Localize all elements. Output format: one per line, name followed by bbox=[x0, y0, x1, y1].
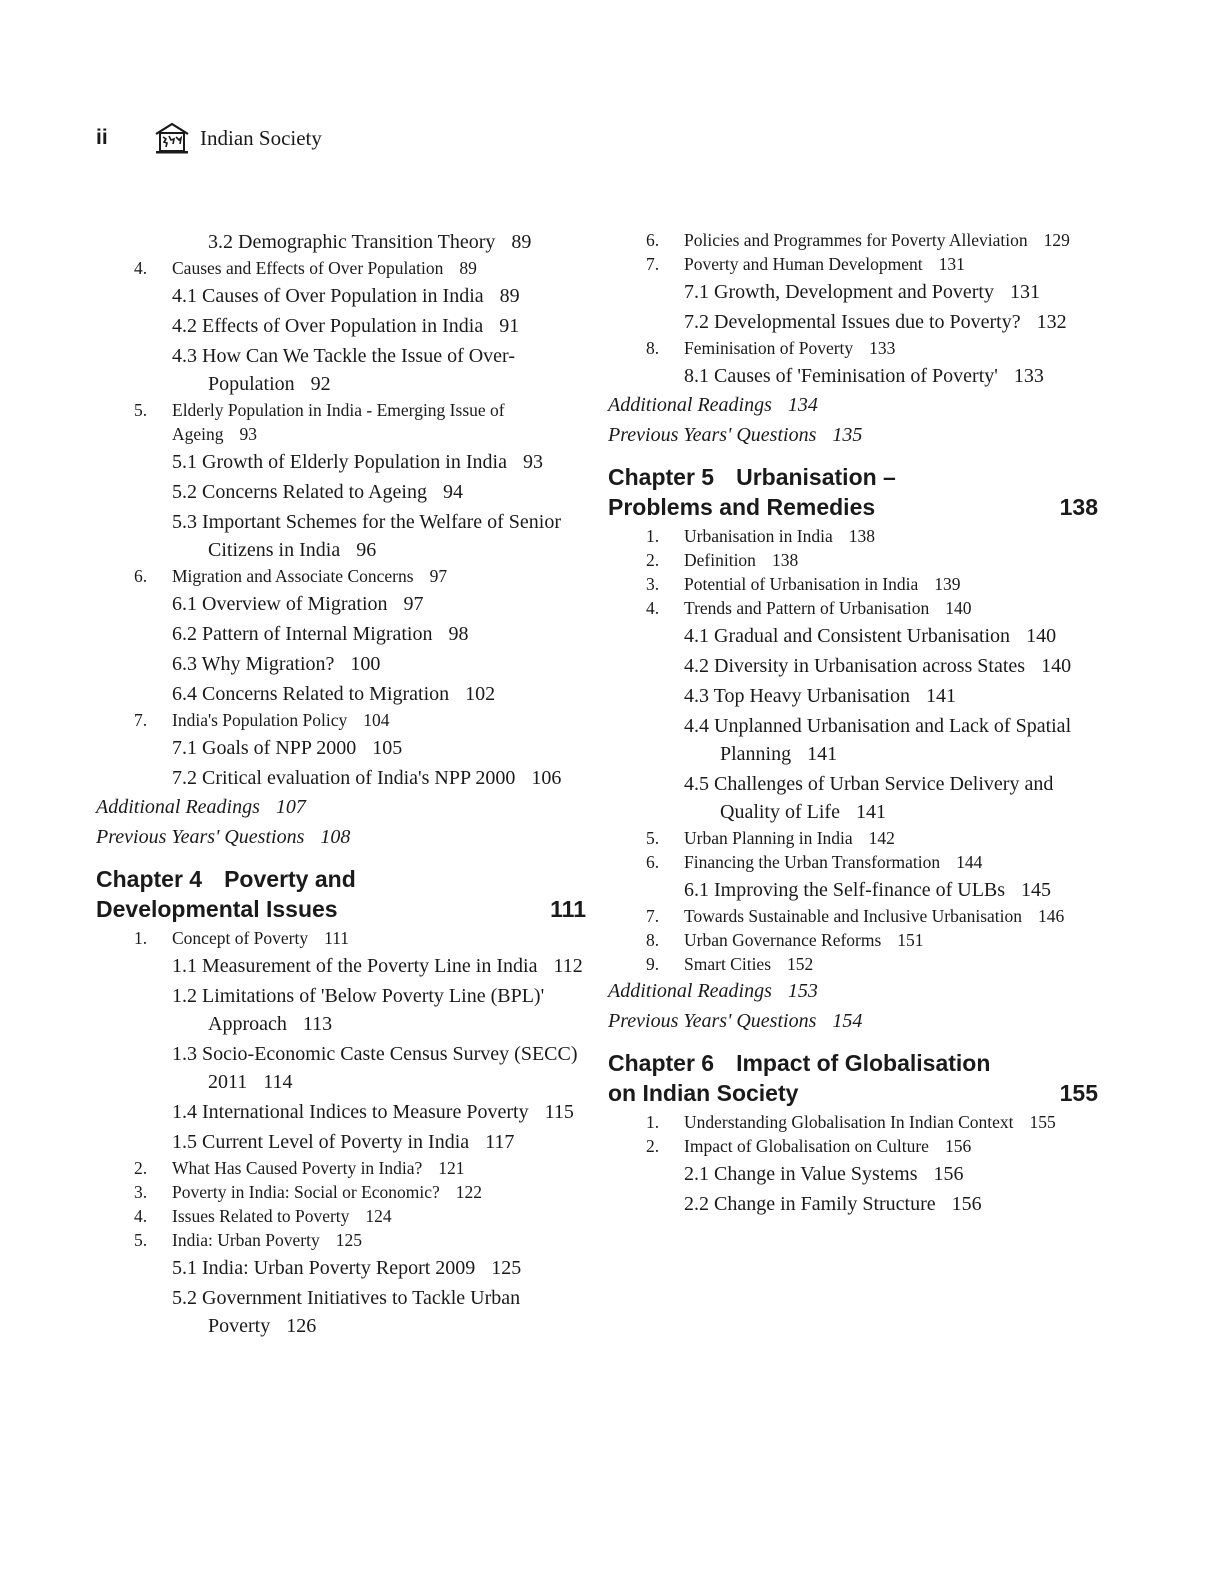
toc-page-ref: 122 bbox=[455, 1182, 483, 1202]
toc-subentry[interactable]: 6.4 Concerns Related to Migration 102 bbox=[172, 683, 496, 705]
toc-entry[interactable]: 9. Smart Cities 152 bbox=[646, 954, 814, 974]
toc-page-ref: 121 bbox=[438, 1158, 465, 1178]
toc-entry[interactable]: 5. India: Urban Poverty 125 bbox=[134, 1230, 362, 1250]
toc-page-ref: 93 bbox=[239, 424, 258, 444]
chapter-title: Impact of Globalisation on Indian Society bbox=[608, 1050, 991, 1106]
additional-readings-link[interactable]: Additional Readings 107 bbox=[96, 796, 306, 818]
toc-subentry[interactable]: 4.3 Top Heavy Urbanisation 141 bbox=[684, 685, 956, 707]
toc-page-ref: 89 bbox=[499, 285, 520, 307]
toc-page-ref: 112 bbox=[553, 955, 583, 977]
toc-page-ref: 145 bbox=[1021, 879, 1052, 901]
toc-page-ref: 156 bbox=[933, 1163, 964, 1185]
toc-page-ref: 139 bbox=[934, 574, 961, 594]
previous-years-questions-link[interactable]: Previous Years' Questions 108 bbox=[96, 826, 351, 848]
toc-subentry[interactable]: 7.2 Critical evaluation of India's NPP 2000 106 bbox=[172, 767, 562, 789]
chapter-heading[interactable] bbox=[608, 462, 1098, 522]
toc-entry[interactable]: 3. Potential of Urbanisation in India 139 bbox=[646, 574, 961, 594]
toc-entry[interactable]: 2. Impact of Globalisation on Culture 156 bbox=[646, 1136, 972, 1156]
toc-page-ref: 152 bbox=[787, 954, 814, 974]
toc-page-ref: 155 bbox=[1029, 1112, 1056, 1132]
toc-page-ref: 154 bbox=[832, 1010, 863, 1032]
toc-subentry[interactable]: 1.3 Socio-Economic Caste Census Survey (SECC) 2011 114 bbox=[172, 1043, 578, 1093]
toc-page-ref: 133 bbox=[1013, 365, 1044, 387]
toc-entry[interactable]: 7. Towards Sustainable and Inclusive Urbanisation 146 bbox=[646, 906, 1065, 926]
toc-entry[interactable]: 4. Causes and Effects of Over Population 89 bbox=[134, 258, 477, 278]
toc-entry[interactable]: 3. Poverty in India: Social or Economic? 122 bbox=[134, 1182, 483, 1202]
toc-page-ref: 98 bbox=[448, 623, 469, 645]
toc-subentry[interactable]: 1.5 Current Level of Poverty in India 117 bbox=[172, 1131, 515, 1153]
chapter-label: Chapter 4 bbox=[96, 866, 203, 892]
toc-page-ref: 126 bbox=[286, 1315, 317, 1337]
toc-subentry[interactable]: 5.2 Concerns Related to Ageing 94 bbox=[172, 481, 463, 503]
toc-subentry[interactable]: 2.2 Change in Family Structure 156 bbox=[684, 1193, 982, 1215]
toc-page-ref: 125 bbox=[491, 1257, 522, 1279]
toc-page-ref: 117 bbox=[485, 1131, 515, 1153]
toc-entry[interactable]: 2. What Has Caused Poverty in India? 121 bbox=[134, 1158, 465, 1178]
toc-subentry[interactable]: 5.1 India: Urban Poverty Report 2009 125 bbox=[172, 1257, 522, 1279]
toc-subentry[interactable]: 4.1 Gradual and Consistent Urbanisation 140 bbox=[684, 625, 1057, 647]
toc-entry-fragment[interactable]: 3.2 Demographic Transition Theory 89 bbox=[208, 231, 532, 253]
additional-readings-link[interactable]: Additional Readings 134 bbox=[608, 394, 818, 416]
toc-entry[interactable]: 1. Urbanisation in India 138 bbox=[646, 526, 875, 546]
toc-page-ref: 140 bbox=[945, 598, 972, 618]
toc-subentry[interactable]: 5.1 Growth of Elderly Population in India 93 bbox=[172, 451, 543, 473]
toc-page-ref: 131 bbox=[1009, 281, 1040, 303]
toc-page-ref: 115 bbox=[544, 1101, 574, 1123]
toc-subentry[interactable]: 4.2 Diversity in Urbanisation across States 140 bbox=[684, 655, 1072, 677]
toc-subentry[interactable]: 4.2 Effects of Over Population in India 91 bbox=[172, 315, 520, 337]
toc-column-left bbox=[96, 228, 586, 1340]
toc-subentry[interactable]: 1.2 Limitations of 'Below Poverty Line (BPL)' Approach 113 bbox=[172, 985, 545, 1035]
toc-page-ref: 140 bbox=[1026, 625, 1057, 647]
chapter-page-ref: 155 bbox=[1059, 1080, 1098, 1106]
toc-page-ref: 135 bbox=[832, 424, 863, 446]
toc-entry[interactable]: 8. Urban Governance Reforms 151 bbox=[646, 930, 924, 950]
toc-page-ref: 108 bbox=[320, 826, 351, 848]
toc-page-ref: 97 bbox=[403, 593, 424, 615]
additional-readings-link[interactable]: Additional Readings 153 bbox=[608, 980, 818, 1002]
toc-entry[interactable]: 6. Migration and Associate Concerns 97 bbox=[134, 566, 448, 586]
chapter-page-ref: 138 bbox=[1059, 494, 1098, 520]
toc-subentry[interactable]: 6.3 Why Migration? 100 bbox=[172, 653, 381, 675]
toc-subentry[interactable]: 7.2 Developmental Issues due to Poverty? 132 bbox=[684, 311, 1067, 333]
toc-page-ref: 134 bbox=[787, 394, 818, 416]
toc-page-ref: 146 bbox=[1038, 906, 1065, 926]
toc-subentry[interactable]: 6.1 Overview of Migration 97 bbox=[172, 593, 424, 615]
toc-entry[interactable]: 6. Policies and Programmes for Poverty Alleviation 129 bbox=[646, 230, 1070, 250]
toc-page-ref: 105 bbox=[372, 737, 403, 759]
toc-subentry[interactable]: 4.1 Causes of Over Population in India 89 bbox=[172, 285, 520, 307]
toc-subentry[interactable]: 6.1 Improving the Self-finance of ULBs 145 bbox=[684, 879, 1052, 901]
toc-page-ref: 113 bbox=[302, 1013, 333, 1035]
toc-page-ref: 125 bbox=[335, 1230, 362, 1250]
toc-subentry[interactable]: 4.5 Challenges of Urban Service Delivery and Quality of Life 141 bbox=[684, 773, 1054, 823]
toc-subentry[interactable]: 7.1 Growth, Development and Poverty 131 bbox=[684, 281, 1040, 303]
toc-page-ref: 89 bbox=[459, 258, 477, 278]
toc-entry[interactable]: 7. Poverty and Human Development 131 bbox=[646, 254, 965, 274]
toc-page-ref: 141 bbox=[855, 801, 886, 823]
toc-page-ref: 91 bbox=[499, 315, 520, 337]
toc-page-ref: 100 bbox=[350, 653, 381, 675]
toc-entry[interactable]: 4. Issues Related to Poverty 124 bbox=[134, 1206, 392, 1226]
toc-page-ref: 124 bbox=[365, 1206, 392, 1226]
toc-page-ref: 156 bbox=[944, 1136, 972, 1156]
toc-page-ref: 142 bbox=[868, 828, 895, 848]
toc-page-ref: 129 bbox=[1043, 230, 1070, 250]
toc-entry[interactable]: 1. Concept of Poverty 111 bbox=[134, 928, 350, 948]
chapter-heading[interactable] bbox=[96, 864, 586, 924]
toc-subentry[interactable]: 4.3 How Can We Tackle the Issue of Over-Population 92 bbox=[172, 345, 515, 395]
toc-entry[interactable]: 5. Urban Planning in India 142 bbox=[646, 828, 895, 848]
book-title: Indian Society bbox=[200, 125, 322, 150]
toc-entry[interactable]: 8. Feminisation of Poverty 133 bbox=[646, 338, 896, 358]
chapter-heading[interactable] bbox=[608, 1048, 1098, 1108]
toc-subentry[interactable]: 6.2 Pattern of Internal Migration 98 bbox=[172, 623, 469, 645]
toc-page-ref: 89 bbox=[511, 231, 532, 253]
toc-page-ref: 131 bbox=[938, 254, 965, 274]
toc-entry[interactable]: 2. Definition 138 bbox=[646, 550, 799, 570]
toc-page-ref: 151 bbox=[897, 930, 924, 950]
chapter-label: Chapter 6 bbox=[608, 1050, 715, 1076]
toc-entry[interactable]: 6. Financing the Urban Transformation 144 bbox=[646, 852, 983, 872]
chapter-label: Chapter 5 bbox=[608, 464, 715, 490]
toc-entry[interactable]: 7. India's Population Policy 104 bbox=[134, 710, 390, 730]
toc-page-ref: 114 bbox=[263, 1071, 293, 1093]
toc-page-ref: 138 bbox=[771, 550, 799, 570]
toc-entry[interactable]: 4. Trends and Pattern of Urbanisation 140 bbox=[646, 598, 972, 618]
previous-years-questions-link[interactable]: Previous Years' Questions 135 bbox=[608, 424, 863, 446]
toc-page-ref: 138 bbox=[848, 526, 875, 546]
toc-page-ref: 141 bbox=[925, 685, 956, 707]
toc-subentry[interactable]: 1.4 International Indices to Measure Poverty 115 bbox=[172, 1101, 574, 1123]
toc-subentry[interactable]: 5.2 Government Initiatives to Tackle Urban Poverty 126 bbox=[172, 1287, 521, 1337]
toc-page-ref: 107 bbox=[275, 796, 306, 818]
toc-page-ref: 102 bbox=[465, 683, 496, 705]
toc-entry[interactable]: 5. Elderly Population in India - Emerging Issue of Ageing 93 bbox=[134, 400, 505, 444]
toc-page-ref: 144 bbox=[956, 852, 983, 872]
toc-page-ref: 133 bbox=[869, 338, 896, 358]
toc-page-ref: 111 bbox=[324, 928, 350, 948]
house-logo-icon bbox=[154, 121, 190, 155]
toc-subentry[interactable]: 8.1 Causes of 'Feminisation of Poverty' 133 bbox=[684, 365, 1044, 387]
chapter-title: Poverty and Developmental Issues bbox=[96, 866, 356, 922]
toc-page-ref: 104 bbox=[363, 710, 390, 730]
previous-years-questions-link[interactable]: Previous Years' Questions 154 bbox=[608, 1010, 863, 1032]
toc-page-ref: 93 bbox=[522, 451, 543, 473]
page-number: ii bbox=[96, 126, 108, 149]
page-header bbox=[96, 118, 322, 158]
toc-subentry[interactable]: 4.4 Unplanned Urbanisation and Lack of Spatial Planning 141 bbox=[684, 715, 1072, 765]
toc-column-right bbox=[608, 228, 1098, 1218]
toc-page-ref: 92 bbox=[310, 373, 331, 395]
toc-page-ref: 97 bbox=[429, 566, 448, 586]
toc-subentry[interactable]: 2.1 Change in Value Systems 156 bbox=[684, 1163, 964, 1185]
toc-subentry[interactable]: 1.1 Measurement of the Poverty Line in India 112 bbox=[172, 955, 583, 977]
toc-page-ref: 94 bbox=[442, 481, 463, 503]
toc-page-ref: 96 bbox=[356, 539, 377, 561]
toc-page-ref: 140 bbox=[1041, 655, 1072, 677]
toc-page-ref: 156 bbox=[951, 1193, 982, 1215]
toc-page-ref: 141 bbox=[807, 743, 838, 765]
chapter-page-ref: 111 bbox=[550, 896, 586, 922]
toc-page-ref: 132 bbox=[1036, 311, 1067, 333]
chapter-title: Urbanisation – Problems and Remedies bbox=[608, 464, 896, 520]
toc-entry[interactable]: 1. Understanding Globalisation In Indian Context 155 bbox=[646, 1112, 1056, 1132]
toc-page-ref: 153 bbox=[787, 980, 818, 1002]
toc-subentry[interactable]: 7.1 Goals of NPP 2000 105 bbox=[172, 737, 403, 759]
toc-page-ref: 106 bbox=[531, 767, 562, 789]
toc-subentry[interactable]: 5.3 Important Schemes for the Welfare of Senior Citizens in India 96 bbox=[172, 511, 562, 561]
